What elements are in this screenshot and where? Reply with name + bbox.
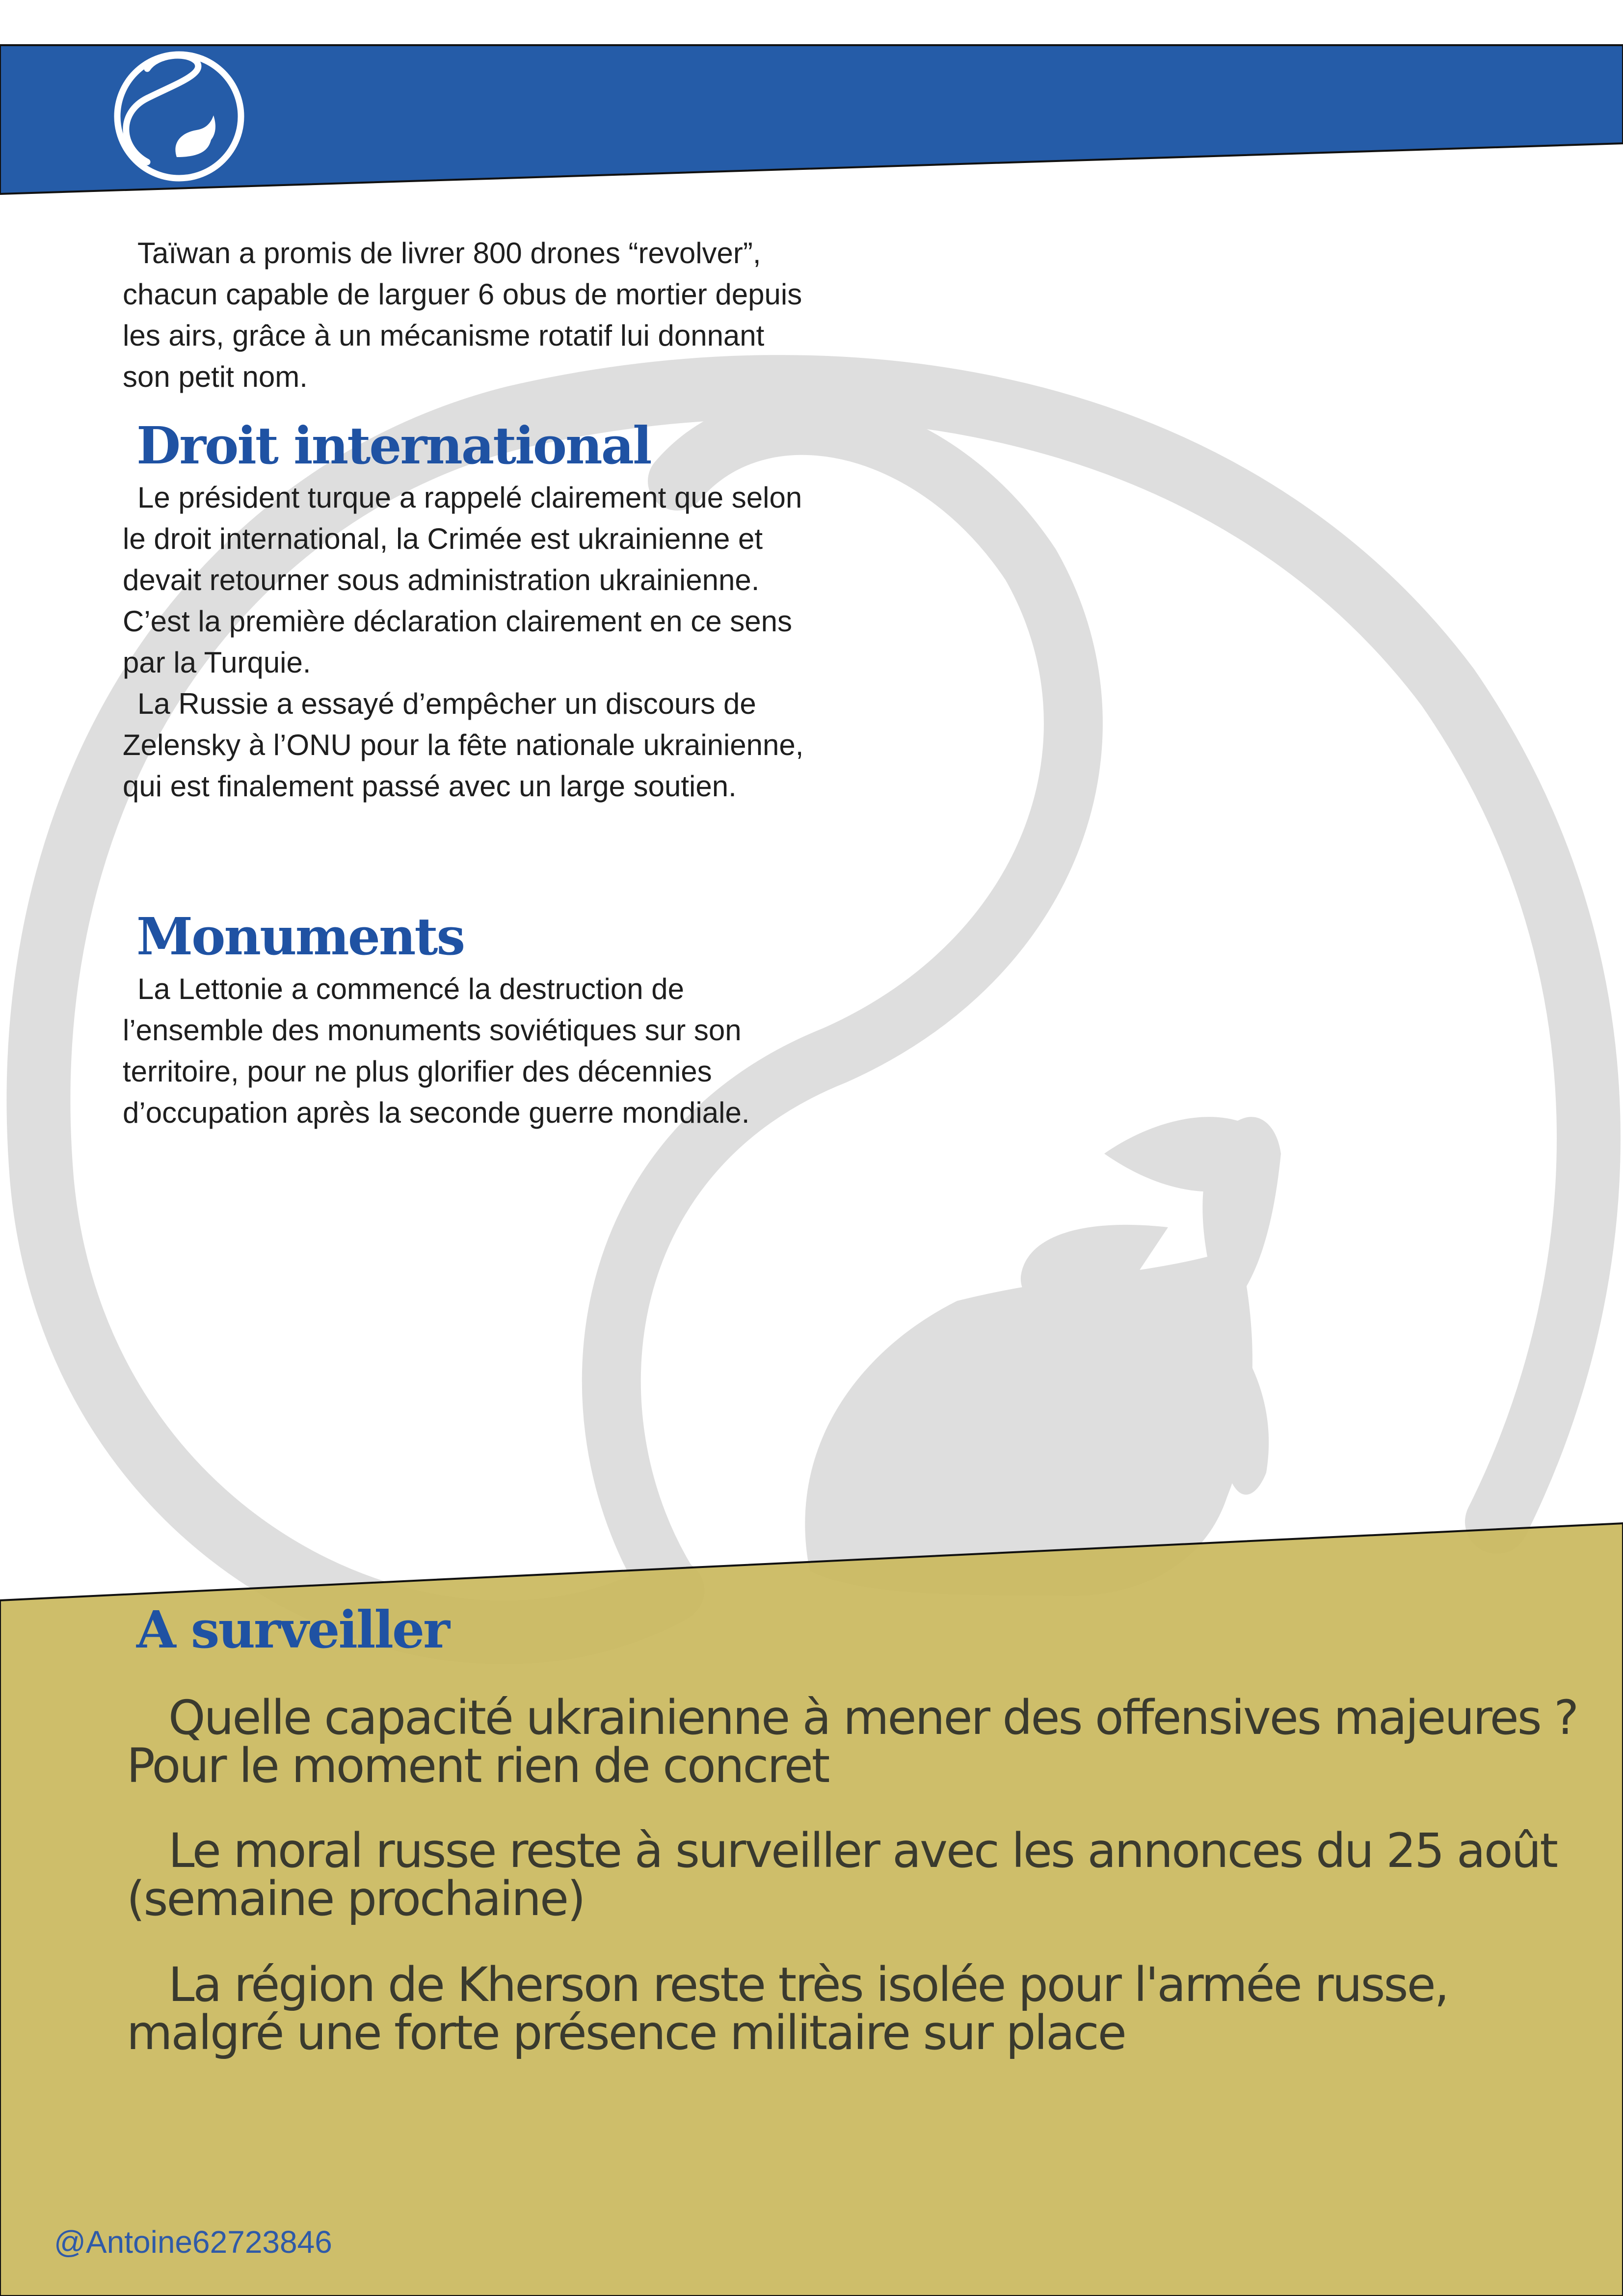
section-title-monuments: Monuments	[136, 906, 464, 967]
author-handle[interactable]: @Antoine62723846	[54, 2224, 332, 2260]
watch-title: A surveiller	[136, 1599, 449, 1660]
intro-text: Taïwan a promis de livrer 800 drones “revolver”, chacun capable de larguer 6 obus de mortier depuis les airs, grâce à un mécanisme rotatif lui donnant son petit nom.	[123, 237, 802, 393]
section-body-droit-international	[123, 477, 820, 807]
watch-item: La région de Kherson reste très isolée pour l'armée russe, malgré une forte présence militaire sur place	[127, 1957, 1448, 2060]
section-body-monuments	[123, 969, 820, 1134]
watch-item: Le moral russe reste à surveiller avec les annonces du 25 août (semaine prochaine)	[127, 1823, 1557, 1926]
paragraph: Le président turque a rappelé clairement que selon le droit international, la Crimée est ukrainienne et devait retourner sous administration ukrainienne. C’est la première déclaration clairement en ce sens par la Turquie.	[123, 481, 802, 679]
section-title-droit-international: Droit international	[136, 415, 651, 476]
paragraph: La Lettonie a commencé la destruction de l’ensemble des monuments soviétiques sur son territoire, pour ne plus glorifier des décennies d’occupation après la seconde guerre mondiale.	[123, 972, 750, 1129]
watch-item: Quelle capacité ukrainienne à mener des offensives majeures ? Pour le moment rien de concret	[127, 1690, 1578, 1793]
paragraph: La Russie a essayé d’empêcher un discours de Zelensky à l’ONU pour la fête nationale ukrainienne, qui est finalement passé avec un large soutien.	[123, 687, 804, 803]
rat-watermark-icon	[805, 1117, 1281, 1596]
